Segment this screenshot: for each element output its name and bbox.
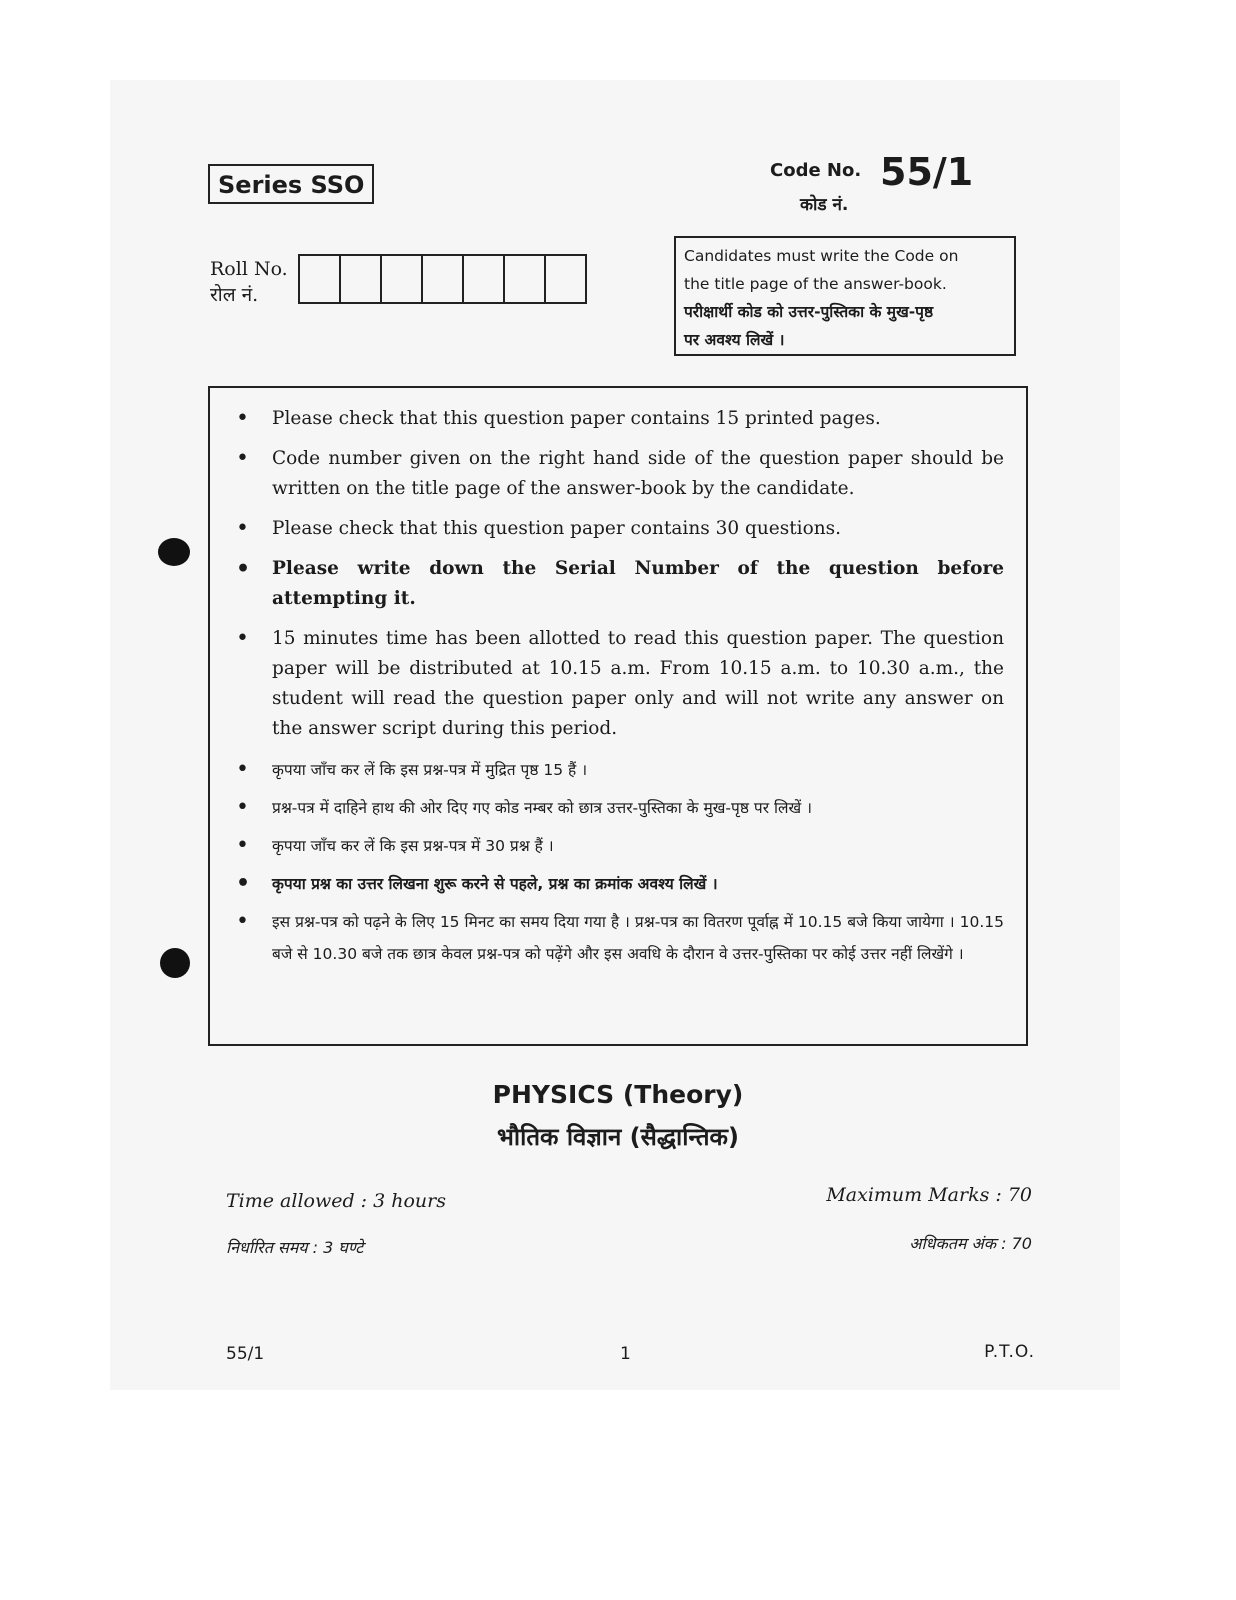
subject-title: PHYSICS (Theory): [492, 1080, 744, 1109]
roll-number-label: [210, 256, 288, 308]
code-label-hindi: कोड नं.: [800, 195, 849, 215]
roll-box[interactable]: [300, 256, 341, 302]
candidate-note-hi-1: परीक्षार्थी कोड को उत्तर-पुस्तिका के मुख-पृष्ठ: [684, 303, 934, 321]
instruction-item: • 15 minutes time has been allotted to read this question paper. The question paper will be distributed at 10.15 a.m. From 10.15 a.m. to 10.30 a.m., the student will read the question paper only and will not write any answer on the answer script during this period.: [232, 624, 1004, 744]
time-allowed: Time allowed : 3 hours: [226, 1190, 446, 1212]
roll-box[interactable]: [423, 256, 464, 302]
instruction-item: • Code number given on the right hand side of the question paper should be written on the title page of the answer-book by the candidate.: [232, 444, 1004, 504]
instructions-box: [208, 386, 1028, 1046]
candidate-note-en-1: Candidates must write the Code on: [684, 247, 959, 265]
code-number: 55/1: [880, 150, 974, 194]
instruction-item: • कृपया प्रश्न का उत्तर लिखना शुरू करने से पहले, प्रश्न का क्रमांक अवश्य लिखें ।: [232, 868, 1004, 900]
ink-blot: [158, 538, 190, 566]
candidate-note-hi-2: पर अवश्य लिखें ।: [684, 331, 785, 349]
please-turn-over: P.T.O.: [984, 1342, 1035, 1362]
maximum-marks: Maximum Marks : 70: [826, 1184, 1032, 1206]
code-label: Code No.: [770, 160, 862, 181]
instruction-item: • Please write down the Serial Number of the question before attempting it.: [232, 554, 1004, 614]
candidate-note-box: [674, 236, 1016, 356]
roll-box[interactable]: [382, 256, 423, 302]
roll-number-boxes[interactable]: [298, 254, 587, 304]
roll-box[interactable]: [464, 256, 505, 302]
ink-blot: [160, 948, 190, 978]
candidate-note-en-2: the title page of the answer-book.: [684, 275, 947, 293]
roll-label-hi: रोल नं.: [210, 284, 259, 306]
instruction-item: • Please check that this question paper contains 30 questions.: [232, 514, 1004, 544]
roll-box[interactable]: [341, 256, 382, 302]
time-allowed-hindi: निर्धारित समय : 3 घण्टे: [226, 1238, 364, 1257]
roll-box[interactable]: [546, 256, 585, 302]
maximum-marks-hindi: अधिकतम अंक : 70: [909, 1234, 1032, 1253]
instruction-item: • इस प्रश्न-पत्र को पढ़ने के लिए 15 मिनट का समय दिया गया है । प्रश्न-पत्र का वितरण पूर्वाह्न में 10.15 बजे किया जायेगा । 10.15 बजे से 10.30 बजे तक छात्र केवल प्रश्न-पत्र को पढ़ेंगे और इस अवधि के दौरान वे उत्तर-पुस्तिका पर कोई उत्तर नहीं लिखेंगे ।: [232, 906, 1004, 970]
roll-label-en: Roll No.: [210, 258, 288, 280]
instruction-item: • Please check that this question paper contains 15 printed pages.: [232, 404, 1004, 434]
subject-title-hindi: भौतिक विज्ञान (सैद्धान्तिक): [497, 1123, 739, 1151]
instruction-item: • कृपया जाँच कर लें कि इस प्रश्न-पत्र में 30 प्रश्न हैं ।: [232, 830, 1004, 862]
page-number: 1: [620, 1344, 631, 1364]
roll-box[interactable]: [505, 256, 546, 302]
series-label: Series SSO: [208, 164, 374, 204]
instruction-item: • प्रश्न-पत्र में दाहिने हाथ की ओर दिए गए कोड नम्बर को छात्र उत्तर-पुस्तिका के मुख-पृष्ठ पर लिखें ।: [232, 792, 1004, 824]
instructions-list: [232, 404, 1004, 970]
instruction-item: • कृपया जाँच कर लें कि इस प्रश्न-पत्र में मुद्रित पृष्ठ 15 हैं ।: [232, 754, 1004, 786]
footer-code: 55/1: [226, 1344, 265, 1364]
